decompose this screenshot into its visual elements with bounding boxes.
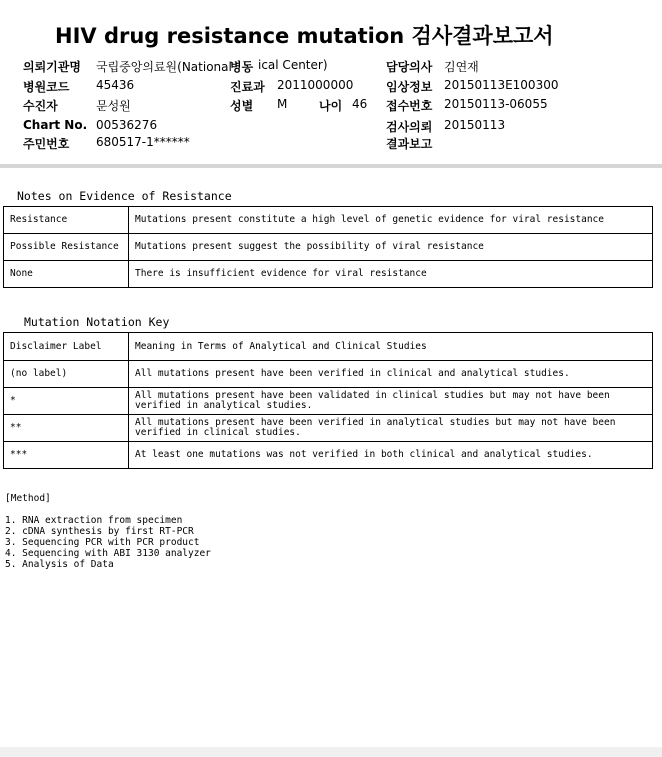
test-request-label: 검사의뢰 [386, 120, 433, 134]
doctor-value: 김연재 [444, 60, 479, 74]
report-date-label: 결과보고 [386, 137, 433, 151]
doctor-label: 담당의사 [386, 60, 433, 74]
table-row [4, 415, 653, 442]
table-cell-text: Meaning in Terms of Analytical and Clinical Studies [129, 333, 653, 361]
table-row [4, 207, 653, 234]
table-row [4, 234, 653, 261]
method-step: 1. RNA extraction from specimen [5, 515, 183, 526]
table-cell-label: * [4, 388, 129, 415]
key-table [3, 332, 653, 469]
hospital-code-label: 병원코드 [23, 80, 70, 94]
table-header-row [4, 333, 653, 361]
clinical-info-label: 임상정보 [386, 80, 433, 94]
method-step: 5. Analysis of Data [5, 559, 114, 570]
patient-value: 문성원 [96, 99, 131, 113]
hospital-code-value: 45436 [96, 78, 135, 92]
table-cell-label: Possible Resistance [4, 234, 129, 261]
ssn-value: 680517-1****** [96, 135, 190, 149]
institution-value-overflow: ical Center) [258, 58, 328, 72]
table-cell-label: None [4, 261, 129, 288]
age-label: 나이 [319, 99, 343, 113]
receipt-label: 접수번호 [386, 99, 433, 113]
table-cell-label: Disclaimer Label [4, 333, 129, 361]
receipt-value: 20150113-06055 [444, 97, 548, 111]
table-cell-text: Mutations present constitute a high level of genetic evidence for viral resistance [129, 207, 653, 234]
test-request-value: 20150113 [444, 118, 506, 132]
notes-table [3, 206, 653, 288]
table-cell-label: (no label) [4, 361, 129, 388]
method-step: 3. Sequencing PCR with PCR product [5, 537, 200, 548]
ward-label: 병동 [230, 60, 254, 74]
sex-label: 성별 [230, 99, 254, 113]
chart-no-label: Chart No. [23, 118, 88, 132]
report-title: HIV drug resistance mutation 검사결과보고서 [55, 24, 554, 48]
table-cell-label: ** [4, 415, 129, 442]
table-row [4, 361, 653, 388]
table-cell-text: All mutations present have been validated in clinical studies but may not have been verified in analytical studies. [129, 388, 653, 415]
institution-label: 의뢰기관명 [23, 60, 81, 74]
table-cell-text: All mutations present have been verified in analytical studies but may not have been verified in clinical studies. [129, 415, 653, 442]
key-section-title: Mutation Notation Key [24, 315, 170, 329]
patient-label: 수진자 [23, 99, 58, 113]
age-value: 46 [352, 97, 368, 111]
table-cell-text: There is insufficient evidence for viral resistance [129, 261, 653, 288]
method-step: 4. Sequencing with ABI 3130 analyzer [5, 548, 211, 559]
table-cell-text: Mutations present suggest the possibility of viral resistance [129, 234, 653, 261]
table-cell-label: *** [4, 442, 129, 469]
notes-section-title: Notes on Evidence of Resistance [17, 189, 232, 203]
method-step: 2. cDNA synthesis by first RT-PCR [5, 526, 194, 537]
header-divider [0, 164, 662, 168]
table-row [4, 388, 653, 415]
dept-label: 진료과 [230, 80, 265, 94]
ssn-label: 주민번호 [23, 137, 70, 151]
chart-no-value: 00536276 [96, 118, 158, 132]
table-row [4, 261, 653, 288]
table-cell-label: Resistance [4, 207, 129, 234]
dept-value: 2011000000 [277, 78, 354, 92]
table-cell-text: At least one mutations was not verified in both clinical and analytical studies. [129, 442, 653, 469]
table-row [4, 442, 653, 469]
institution-value: 국립중앙의료원(National [96, 60, 232, 74]
method-title: [Method] [5, 493, 51, 504]
method-list [5, 515, 211, 570]
clinical-info-value: 20150113E100300 [444, 78, 559, 92]
sex-value: M [277, 97, 288, 111]
table-cell-text: All mutations present have been verified in clinical and analytical studies. [129, 361, 653, 388]
